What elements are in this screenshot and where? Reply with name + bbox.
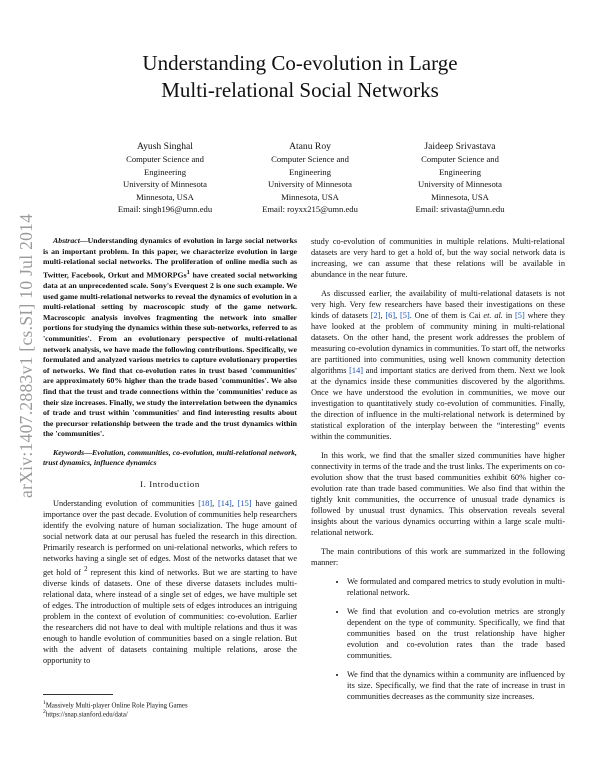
author-block-2 [225,140,395,216]
author-name: Ayush Singhal [137,141,193,152]
author-affiliation: Computer Science and [271,154,349,164]
author-affiliation: Minnesota, USA [431,191,489,202]
citation-link[interactable]: [15] [237,499,252,509]
arxiv-stamp: arXiv:1407.2883v1 [cs.SI] 10 Jul 2014 [16,213,36,498]
author-affiliation: Engineering [289,166,331,177]
author-name: Atanu Roy [289,141,331,152]
abstract-label: Abstract [53,236,80,245]
section-heading-introduction: I. Introduction [140,479,200,490]
author-affiliation: Engineering [439,166,481,177]
author-affiliation: Computer Science and [421,154,499,164]
list-item: • We formulated and compared metrics to study evolution in multi-relational network. [347,576,565,598]
footnote-rule [43,694,113,695]
list-item: • We find that evolution and co-evolution metrics are strongly dependent on the type of community. Specifically, we find that communities based on the trust relationship have higher evolution and co-evolution rates than the trade based communities. [347,606,565,661]
author-affiliation: Engineering [144,166,186,177]
author-email: Email: srivasta@umn.edu [415,204,505,214]
citation-link[interactable]: [5] [515,311,525,320]
citation-link[interactable]: [14] [218,499,232,509]
title-line-2: Multi-relational Social Networks [161,78,439,102]
author-affiliation: Minnesota, USA [281,191,339,202]
list-item: • We find that the dynamics within a community are influenced by its size. Specifically, we find that the rate of increase in trust in communities decreases as the community size increases. [347,669,565,702]
author-name: Jaideep Srivastava [424,141,496,152]
paragraph: As discussed earlier, the availability of multi-relational datasets is not very high. Very few researchers have based their investigations on these kinds of datasets [2], [6], [5]. One of them is Cai et. al. in [5] where they have looked at the problem of community mining in multi-relational datasets. On the other hand, the present work addresses the problem of measuring co-evolution dynamics in communities. To start off, the networks are partitioned into communities, using well known community detection algorithms [14] and important statics are derived from them. Next we look at the dynamics inside these communities discovered by the algorithms. Once we have understood the evolution in communities, we move our investigation to quantitatively study co-evolution of communities. Finally, the direction of influence in the multi-relational network is determined by statistical exploration of the interplay between the “interesting” events within the communities. [311,289,566,441]
citation-link[interactable]: [5] [400,311,410,320]
paragraph: In this work, we find that the smaller sized communities have higher connectivity in terms of the trade and the trust links. The experiments on co-evolution show that the trust based communities exhibit 60% higher co-evolution rate than trade based communities. We also find that within the tightly knit communities, the occurrence of unusual trade dynamics is followed by unusual trust dynamics. This observation reveals several insights about the various dynamics occurring within a large scale multi-relational network. [311,451,565,537]
author-affiliation: University of Minnesota [267,179,353,189]
citation-link[interactable]: [18] [198,499,213,509]
contributions-list [311,576,565,702]
author-affiliation: Minnesota, USA [136,191,194,202]
footnote-2: $^2$https://snap.stanford.edu/data/ [43,709,128,719]
author-block-3 [375,140,545,216]
author-affiliation: Computer Science and [126,154,204,164]
right-column [311,236,565,710]
intro-paragraph: Understanding evolution of communities [18], [14], [15] have gained importance over the past decade. Evolution of communities help researchers identify the evolving nature of human socialization. The huge amount of social network data at our perusal has fueled the research in this direction. Primarily research is performed on uni-relational networks, which refers to networks having a single set of edges. Most of the networks dataset that we get hold of $^2$ represent this kind of networks. But we are starting to have diverse kinds of datasets. One of these diverse datasets includes multi-relational data, where instead of a single set of edges, we have multiple set of edges. The introduction of multiple sets of edges introduces an intriguing problem in the context of evolution of communities: co-evolution. Earlier the researchers did not have to deal with multiple relations and thus it was enough to handle evolution of communities based on a single relation. But with the advent of datasets containing multiple relations, arose the opportunity to [43,499,297,665]
citation-link[interactable]: [2] [370,311,381,320]
title-line-1: Understanding Co-evolution in Large [142,51,458,75]
author-email: Email: singh196@umn.edu [117,204,213,214]
citation-link[interactable]: [6] [385,311,396,320]
left-column [43,236,297,674]
author-affiliation: University of Minnesota [417,179,503,189]
footnote-1: $^1$Massively Multi-player Online Role Playing Games [43,700,188,710]
paragraph: study co-evolution of communities in multiple relations. Multi-relational datasets are very hard to get a hold of, but the way social network data is increasing, we can assume that these relations will be available in abundance in the near future. [311,237,565,279]
author-email: Email: royxx215@umn.edu [262,204,358,214]
keywords: Keywords—Evolution, communities, co-evolution, multi-relational network, trust dynamics, influence dynamics [43,447,297,468]
paragraph: The main contributions of this work are summarized in the following manner: [311,547,565,567]
author-affiliation: University of Minnesota [122,179,208,189]
citation-link[interactable]: [14] [349,366,363,375]
abstract: Abstract—Understanding dynamics of evolution in large social networks is an important problem. In this paper, we characterize evolution in large multi-relational social networks. The proliferation of online media such as Twitter, Facebook, Orkut and MMORPGs$^1$ have created social networking data at an unprecedented scale. Sony's Everquest 2 is one such example. We used game multi-relational networks to reveal the dynamics of evolution in a multi-relational setting by macroscopic study of the game network. Macroscopic analysis involves fragmenting the network into smaller portions for studying the dynamics within these sub-networks, referred to as 'communities'. From an evolutionary perspective of multi-relational network analysis, we have made the following contributions. Specifically, we formulated and analyzed various metrics to capture evolutionary properties of networks. We find that co-evolution rates in trust based 'communities' are approximately 60% higher than the trade based 'communities'. We also find that the trust and trade connections within the 'communities' reduce as their size increases. Finally, we study the interrelation between the dynamics of trade and trust within 'communities' and find interesting results about the precursor relationship between the trade and the trust dynamics within the 'communities'. [43,236,297,439]
paper-title [0,50,600,104]
